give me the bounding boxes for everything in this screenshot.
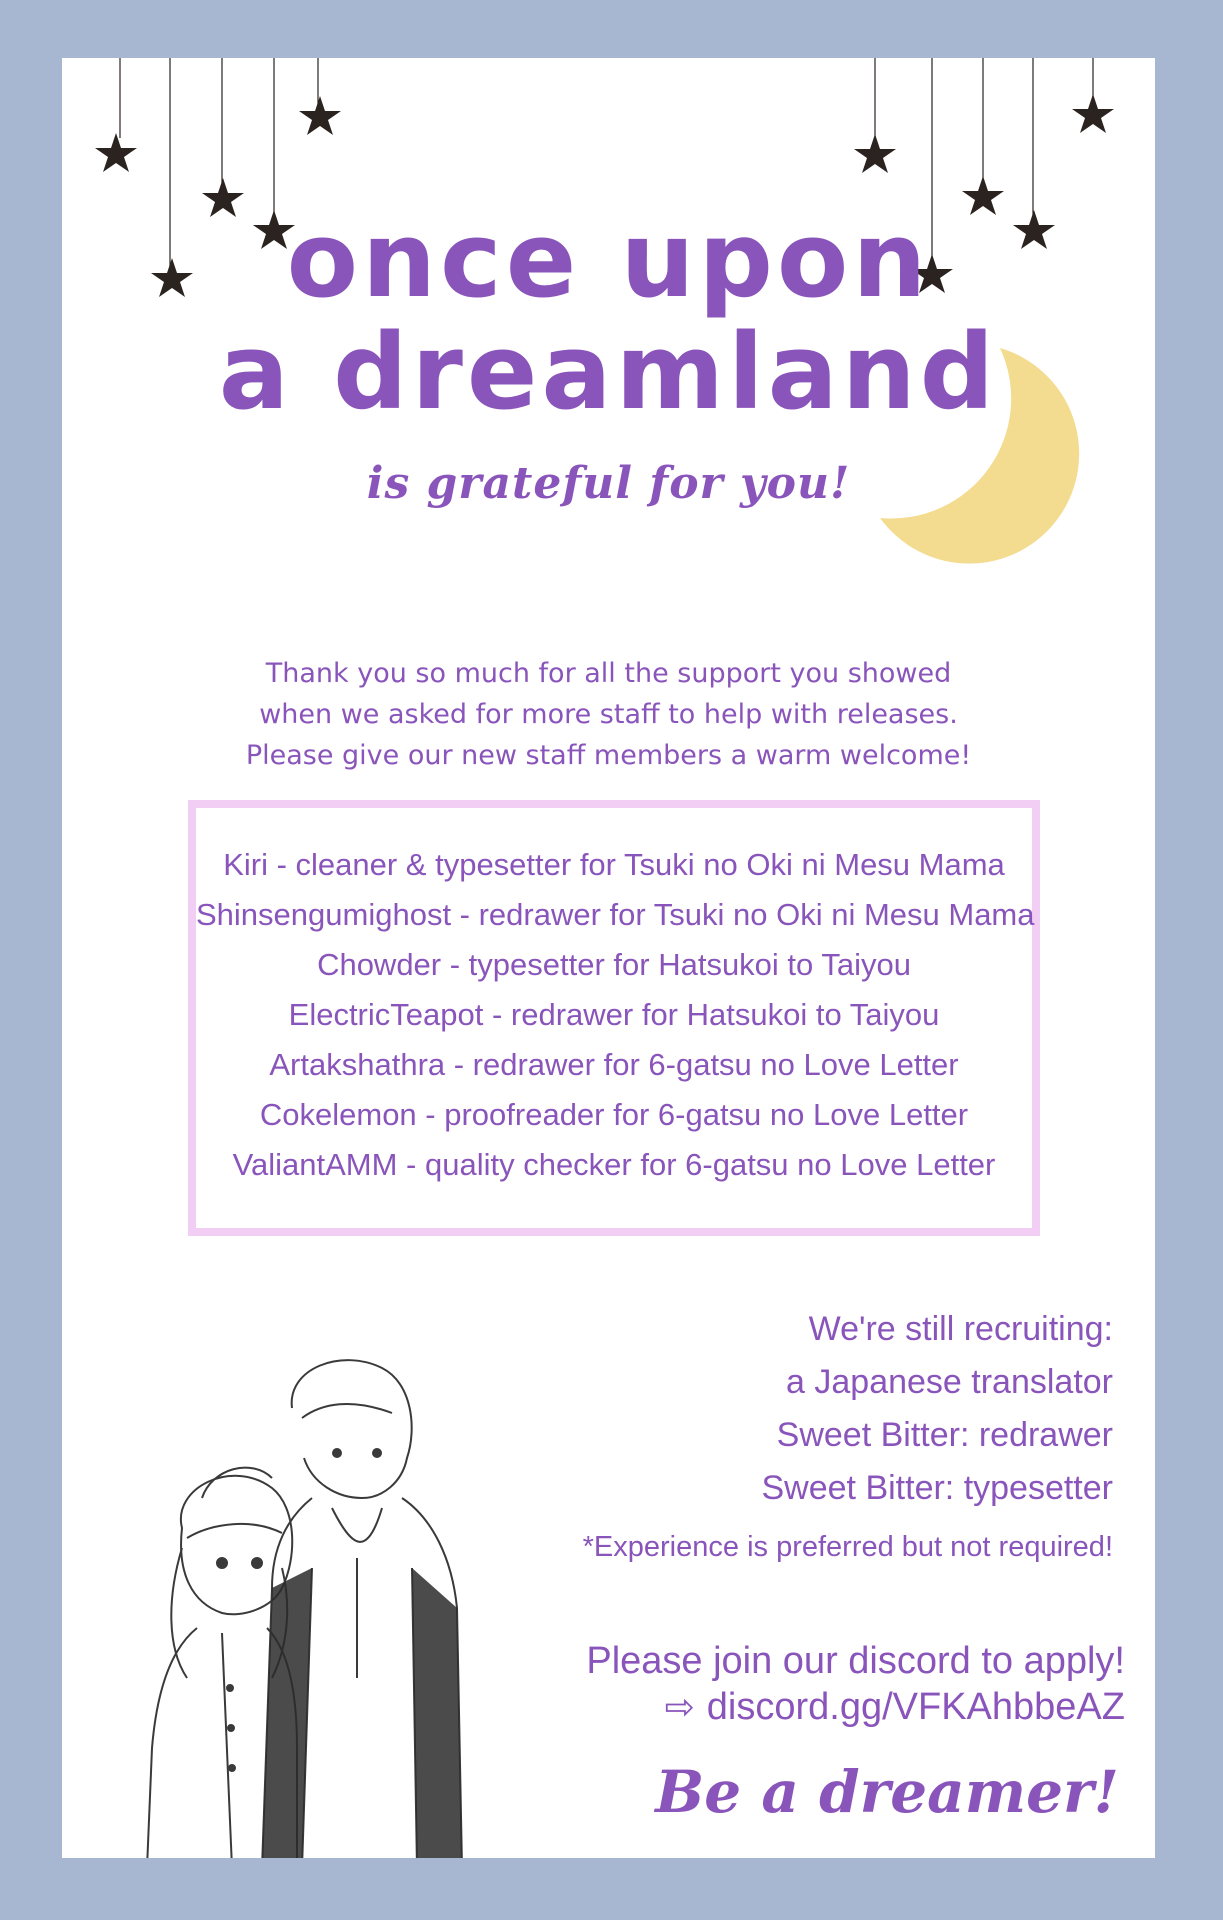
staff-item: ValiantAMM - quality checker for 6-gatsu no Love Letter [232, 1147, 996, 1182]
discord-link-row[interactable] [586, 1684, 1125, 1730]
staff-item: Kiri - cleaner & typesetter for Tsuki no Oki ni Mesu Mama [223, 847, 1005, 882]
join-text: Please join our discord to apply! [586, 1640, 1125, 1682]
staff-item: Artakshathra - redrawer for 6-gatsu no Love Letter [269, 1047, 959, 1082]
recruiting-role: Sweet Bitter: typesetter [761, 1469, 1113, 1507]
thanks-line: Please give our new staff members a warm welcome! [245, 740, 972, 771]
poster-card [62, 58, 1155, 1858]
title-line-2: a dreamland [218, 311, 999, 433]
new-staff-box [188, 800, 1040, 1236]
thanks-line: Thank you so much for all the support you showed [265, 658, 952, 689]
arrow-right-icon: ⇨ [664, 1686, 695, 1727]
thanks-line: when we asked for more staff to help with releases. [259, 699, 958, 730]
staff-item: Shinsengumighost - redrawer for Tsuki no Oki ni Mesu Mama [196, 897, 1035, 932]
star-icon [299, 96, 341, 135]
subtitle: is grateful for you! [366, 458, 851, 509]
staff-item: ElectricTeapot - redrawer for Hatsukoi to Taiyou [288, 997, 940, 1032]
recruiting-role: Sweet Bitter: redrawer [776, 1416, 1113, 1454]
recruiting-section [583, 1303, 1113, 1574]
slogan: Be a dreamer! [655, 1758, 1119, 1826]
staff-item: Cokelemon - proofreader for 6-gatsu no Love Letter [259, 1097, 969, 1132]
discord-link[interactable]: discord.gg/VFKAhbbeAZ [706, 1686, 1125, 1728]
staff-item: Chowder - typesetter for Hatsukoi to Taiyou [317, 947, 911, 982]
thank-you-message [182, 653, 1035, 776]
recruiting-heading: We're still recruiting: [808, 1310, 1113, 1348]
recruiting-note: *Experience is preferred but not required! [582, 1531, 1113, 1563]
star-icon [1072, 94, 1114, 133]
title-line-1: once upon [286, 199, 931, 321]
star-icon [95, 133, 137, 172]
star-icon [854, 134, 896, 173]
staff-list [196, 840, 1035, 1190]
couple-illustration [112, 1348, 492, 1858]
recruiting-role: a Japanese translator [786, 1363, 1113, 1401]
join-section [586, 1638, 1125, 1730]
